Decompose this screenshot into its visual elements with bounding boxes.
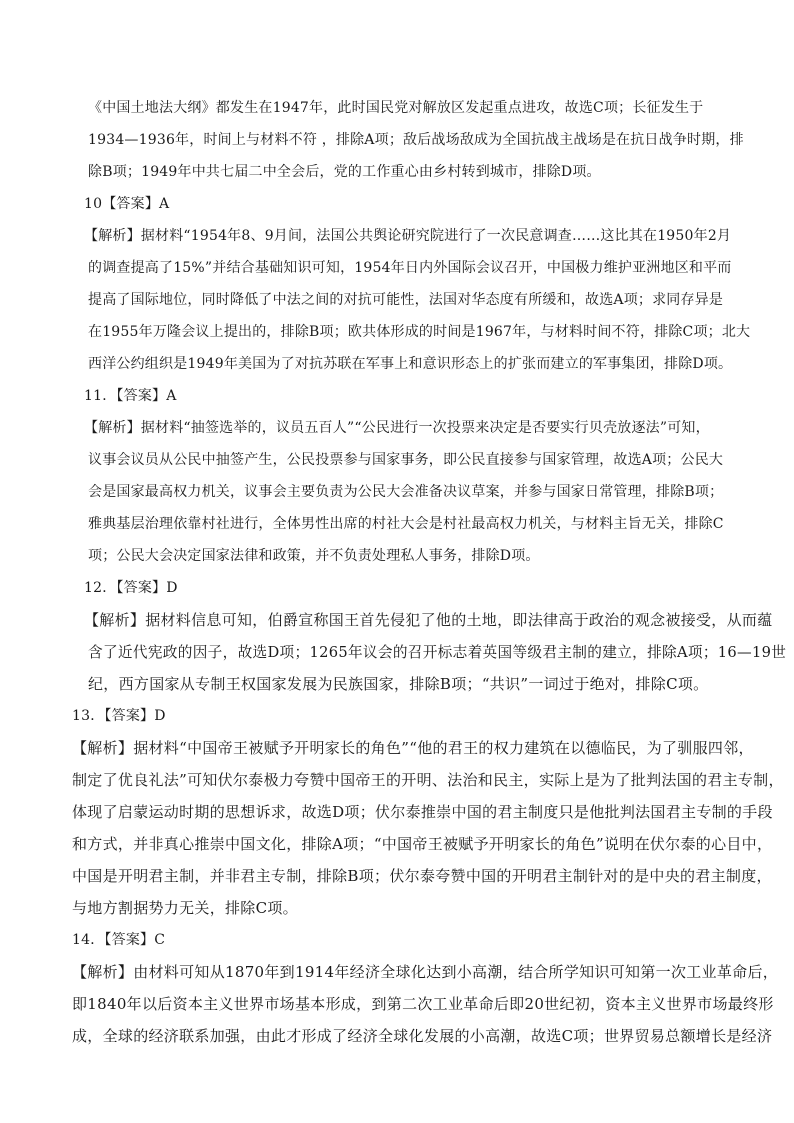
- text-line: 提高了国际地位，同时降低了中法之间的对抗可能性，法国对华态度有所缓和，故选A项；求同存异是: [88, 292, 724, 308]
- answer-heading-13: 13．【答案】D: [72, 708, 166, 724]
- text-line: 含了近代宪政的因子，故选D项；1265年议会的召开标志着英国等级君主制的建立，排除A项；16—19世: [88, 643, 787, 661]
- answer-heading-11: 11．【答案】A: [84, 388, 177, 404]
- text-line: 1934—1936年，时间上与材料不符 ，排除A项；敌后战场敌成为全国抗战主战场是在抗日战争时期，排: [88, 132, 744, 148]
- text-line: 体现了启蒙运动时期的思想诉求，故选D项；伏尔泰推崇中国的君主制度只是他批判法国君主专制的手段: [72, 803, 773, 821]
- text-line: 成，全球的经济联系加强，由此才形成了经济全球化发展的小高潮，故选C项；世界贸易总额增长是经济: [72, 1027, 773, 1045]
- text-line: 和方式，并非真心推崇中国文化，排除A项；“中国帝王被赋予开明家长的角色”说明在伏尔泰的心目中，: [72, 835, 773, 853]
- text-line: 即1840年以后资本主义世界市场基本形成，到第二次工业革命后即20世纪初，资本主义世界市场最终形: [72, 995, 774, 1013]
- analysis-line: 【解析】据材料“抽签选举的，议员五百人”“公民进行一次投票来决定是否要实行贝壳放逐法”可知，: [84, 420, 710, 436]
- text-line: 纪，西方国家从专制王权国家发展为民族国家，排除B项；“共识”一词过于绝对，排除C项。: [88, 675, 709, 693]
- analysis-line: 【解析】据材料“中国帝王被赋予开明家长的角色”“他的君王的权力建筑在以德临民，为了驯服四邻，: [72, 739, 754, 757]
- text-line: 的调查提高了15%”并结合基础知识可知，1954年日内外国际会议召开，中国极力维护亚洲地区和平而: [88, 260, 732, 276]
- analysis-line: 【解析】由材料可知从1870年到1914年经济全球化达到小高潮，结合所学知识可知第一次工业革命后，: [72, 963, 779, 981]
- analysis-line: 【解析】据材料信息可知，伯爵宣称国王首先侵犯了他的土地，即法律高于政治的观念被接受，从而蕴: [84, 611, 773, 629]
- text-line: 制定了优良礼法”可知伏尔泰极力夸赞中国帝王的开明、法治和民主，实际上是为了批判法国的君主专制，: [72, 771, 784, 789]
- text-line: 雅典基层治理依靠村社进行，全体男性出席的村社大会是村社最高权力机关，与材料主旨无关，排除C: [88, 516, 724, 532]
- text-line: 中国是开明君主制，并非君主专制，排除B项；伏尔泰夸赞中国的开明君主制针对的是中央的君主制度，: [72, 867, 772, 885]
- text-line: 议事会议员从公民中抽签产生，公民投票参与国家事务，即公民直接参与国家管理，故选A项；公民大: [88, 452, 724, 468]
- text-line: 《中国土地法大纲》都发生在1947年，此时国民党对解放区发起重点进攻，故选C项；长征发生于: [88, 100, 704, 116]
- answer-heading-12: 12．【答案】D: [84, 580, 178, 596]
- answer-heading-10: 10【答案】A: [84, 196, 170, 212]
- text-line: 除B项；1949年中共七届二中全会后，党的工作重心由乡村转到城市，排除D项。: [88, 164, 601, 180]
- analysis-line: 【解析】据材料“1954年8、9月间，法国公共舆论研究院进行了一次民意调查……这比其在1950年2月: [84, 228, 732, 244]
- text-line: 在1955年万隆会议上提出的，排除B项；欧共体形成的时间是1967年，与材料时间不符，排除C项；北大: [88, 324, 751, 340]
- answer-heading-14: 14．【答案】C: [72, 932, 166, 948]
- text-line: 项；公民大会决定国家法律和政策，并不负责处理私人事务，排除D项。: [88, 548, 540, 564]
- text-line: 会是国家最高权力机关，议事会主要负责为公民大会准备决议草案，并参与国家日常管理，排除B项；: [88, 484, 724, 500]
- text-line: 与地方割据势力无关，排除C项。: [72, 899, 298, 917]
- text-line: 西洋公约组织是1949年美国为了对抗苏联在军事上和意识形态上的扩张而建立的军事集团，排除D项。: [88, 356, 733, 372]
